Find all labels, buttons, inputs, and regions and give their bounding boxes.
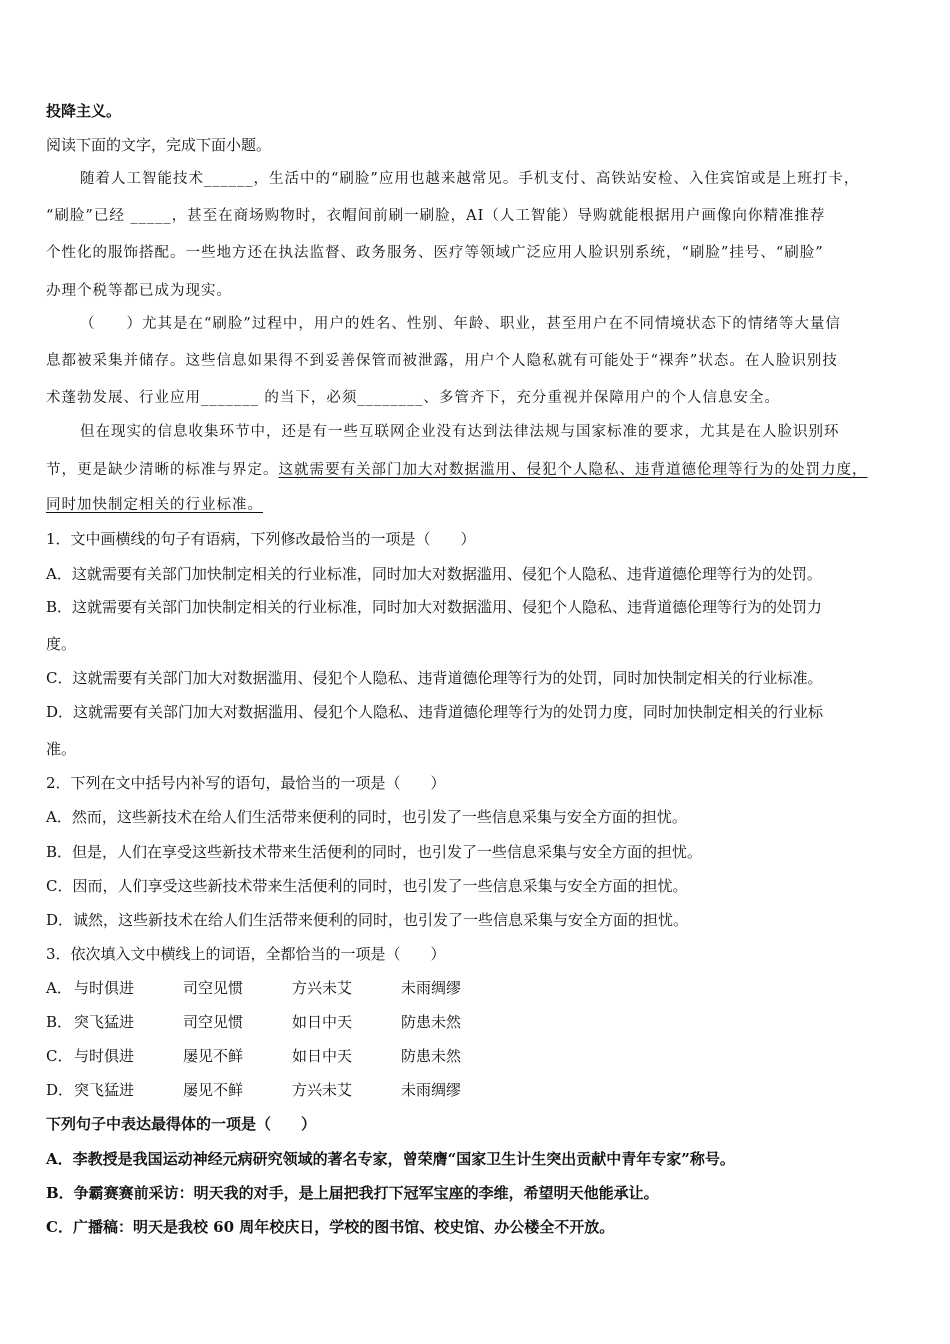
option-word: 未雨绸缪: [401, 1081, 462, 1099]
underlined-sentence: 这就需要有关部门加大对数据滥用、侵犯个人隐私、违背道德伦理等行为的处罚力度，: [278, 462, 868, 478]
option-word: 司空见惯: [183, 979, 244, 997]
reading-intro: 阅读下面的文字，完成下面小题。: [46, 136, 272, 154]
option-word: 防患未然: [401, 1047, 462, 1065]
option-word: 方兴未艾: [292, 1081, 353, 1099]
option-word: 屡见不鲜: [183, 1081, 244, 1099]
q4-option-b[interactable]: B．争霸赛赛前采访：明天我的对手，是上届把我打下冠军宝座的李维，希望明天他能承让。: [46, 1184, 659, 1202]
option-word: 屡见不鲜: [183, 1047, 244, 1065]
q1-option-a[interactable]: A．这就需要有关部门加快制定相关的行业标准，同时加大对数据滥用、侵犯个人隐私、违背道德伦理等行为的处罚。: [46, 565, 822, 583]
option-word: 突飞猛进: [74, 1013, 135, 1031]
q3-option-d[interactable]: [46, 1080, 510, 1100]
option-word: 如日中天: [292, 1013, 353, 1031]
question-4-stem: 下列句子中表达最得体的一项是（ ）: [46, 1115, 317, 1133]
option-word: 方兴未艾: [292, 979, 353, 997]
q4-option-c[interactable]: C．广播稿：明天是我校 60 周年校庆日，学校的图书馆、校史馆、办公楼全不开放。: [46, 1218, 615, 1236]
option-word: 防患未然: [401, 1013, 462, 1031]
option-word: 未雨绸缪: [401, 979, 462, 997]
passage-line: [46, 495, 263, 515]
option-label: B．: [46, 1013, 73, 1031]
passage-line: 随着人工智能技术______，生活中的“刷脸”应用也越来越常见。手机支付、高铁站安检、入住宾馆或是上班打卡，: [80, 171, 860, 187]
question-2-stem: 2．下列在文中括号内补写的语句，最恰当的一项是（ ）: [46, 774, 446, 792]
q1-option-c[interactable]: C．这就需要有关部门加大对数据滥用、侵犯个人隐私、违背道德伦理等行为的处罚，同时加快制定相关的行业标准。: [46, 669, 823, 687]
q1-option-b-cont: 度。: [46, 635, 77, 653]
option-word: 与时俱进: [74, 979, 135, 997]
q2-option-c[interactable]: C．因而，人们享受这些新技术带来生活便利的同时，也引发了一些信息采集与安全方面的担忧。: [46, 877, 688, 895]
q3-option-a[interactable]: [46, 978, 510, 998]
q1-option-d-cont: 准。: [46, 740, 77, 758]
question-1-stem: 1．文中画横线的句子有语病，下列修改最恰当的一项是（ ）: [46, 530, 476, 548]
passage-line: 息都被采集并储存。这些信息如果得不到妥善保管而被泄露，用户个人隐私就有可能处于“裸奔”状态。在人脸识别技: [46, 353, 838, 369]
q4-option-a[interactable]: A．李教授是我国运动神经元病研究领域的著名专家，曾荣膺“国家卫生计生突出贡献中青年专家”称号。: [46, 1150, 735, 1168]
q3-option-b[interactable]: [46, 1012, 510, 1032]
passage-line: 但在现实的信息收集环节中，还是有一些互联网企业没有达到法律法规与国家标准的要求，尤其是在人脸识别环: [80, 424, 840, 440]
passage-line: “刷脸”已经 _____，甚至在商场购物时，衣帽间前刷一刷脸，AI（人工智能）导购就能根据用户画像向你精准推荐: [46, 208, 826, 224]
option-word: 如日中天: [292, 1047, 353, 1065]
option-word: 司空见惯: [183, 1013, 244, 1031]
option-word: 突飞猛进: [74, 1081, 135, 1099]
q1-option-d[interactable]: D．这就需要有关部门加大对数据滥用、侵犯个人隐私、违背道德伦理等行为的处罚力度，同时加快制定相关的行业标: [46, 703, 824, 721]
passage-line: 术蓬勃发展、行业应用_______ 的当下，必须________、多管齐下，充分重视并保障用户的个人信息安全。: [46, 390, 780, 406]
passage-line: 办理个税等都已成为现实。: [46, 283, 232, 299]
passage-line: [46, 460, 868, 480]
question-3-stem: 3．依次填入文中横线上的词语，全都恰当的一项是（ ）: [46, 945, 446, 963]
header-tail: 投降主义。: [46, 102, 122, 120]
q3-option-c[interactable]: [46, 1046, 510, 1066]
option-word: 与时俱进: [74, 1047, 135, 1065]
q2-option-b[interactable]: B．但是，人们在享受这些新技术带来生活便利的同时，也引发了一些信息采集与安全方面的担忧。: [46, 843, 703, 861]
q2-option-d[interactable]: D．诚然，这些新技术在给人们生活带来便利的同时，也引发了一些信息采集与安全方面的担忧。: [46, 911, 689, 929]
q2-option-a[interactable]: A．然而，这些新技术在给人们生活带来便利的同时，也引发了一些信息采集与安全方面的担忧。: [46, 808, 687, 826]
option-label: C．: [46, 1047, 73, 1065]
option-label: D．: [46, 1081, 74, 1099]
option-label: A．: [46, 979, 72, 997]
passage-text: 节，更是缺少清晰的标准与界定。: [46, 462, 279, 478]
passage-line: （ ）尤其是在“刷脸”过程中，用户的姓名、性别、年龄、职业，甚至用户在不同情境状态下的情绪等大量信: [80, 316, 841, 332]
underlined-sentence: 同时加快制定相关的行业标准。: [46, 497, 263, 513]
q1-option-b[interactable]: B．这就需要有关部门加快制定相关的行业标准，同时加大对数据滥用、侵犯个人隐私、违背道德伦理等行为的处罚力: [46, 598, 823, 616]
passage-line: 个性化的服饰搭配。一些地方还在执法监督、政务服务、医疗等领域广泛应用人脸识别系统，“刷脸”挂号、“刷脸”: [46, 245, 824, 261]
